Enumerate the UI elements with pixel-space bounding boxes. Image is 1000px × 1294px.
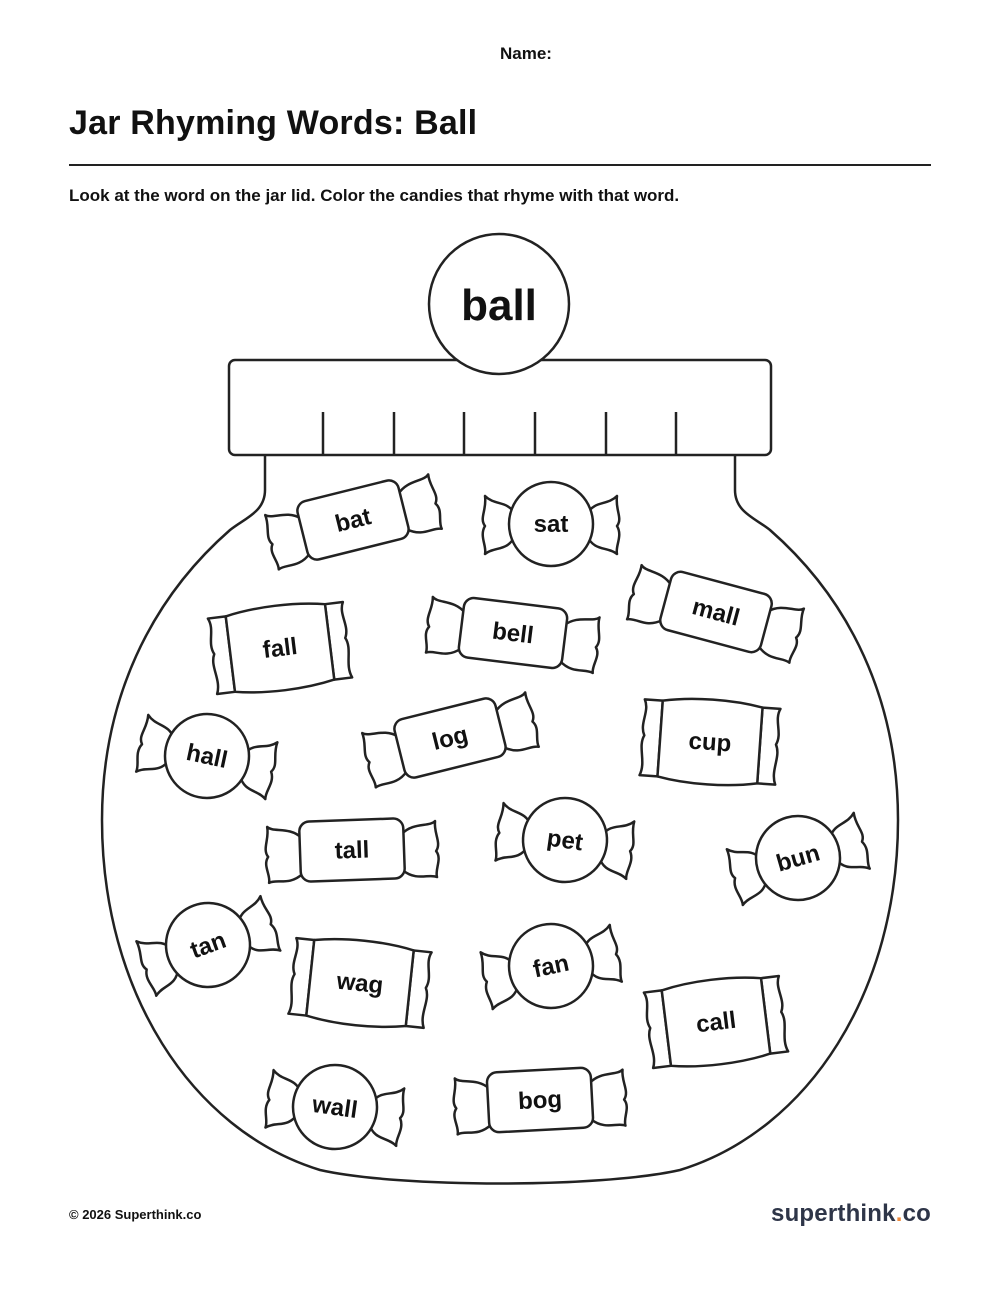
lid-word: ball: [461, 281, 537, 330]
candy-word-wall: wall: [310, 1090, 360, 1125]
candy-word-bat: bat: [332, 503, 374, 538]
candy-wag[interactable]: [288, 934, 432, 1033]
candy-cup[interactable]: [639, 695, 781, 789]
brand-name: superthink: [771, 1200, 896, 1227]
candy-word-mall: mall: [689, 593, 743, 632]
candy-word-hall: hall: [183, 738, 230, 774]
copyright: © 2026 Superthink.co: [69, 1207, 202, 1222]
candy-word-cup: cup: [687, 727, 733, 758]
candy-word-fall: fall: [261, 632, 299, 665]
worksheet-title: Jar Rhyming Words: Ball: [69, 104, 478, 142]
candy-word-pet: pet: [545, 824, 585, 857]
candy-word-tan: tan: [186, 926, 230, 965]
candy-word-log: log: [429, 721, 471, 756]
candy-word-bell: bell: [490, 617, 536, 650]
candy-word-call: call: [694, 1006, 738, 1039]
candy-word-bog: bog: [517, 1085, 563, 1116]
candy-word-tall: tall: [334, 836, 370, 865]
candy-word-wag: wag: [335, 967, 385, 1000]
candy-word-fan: fan: [530, 949, 572, 984]
candy-word-sat: sat: [533, 511, 569, 538]
brand-tld: co: [902, 1200, 931, 1227]
brand-logo: [771, 1200, 931, 1228]
name-label: Name:: [500, 44, 552, 63]
candy-word-bun: bun: [773, 839, 823, 878]
instructions: Look at the word on the jar lid. Color the candies that rhyme with that word.: [69, 186, 680, 205]
brand-dot: .: [895, 1200, 903, 1227]
